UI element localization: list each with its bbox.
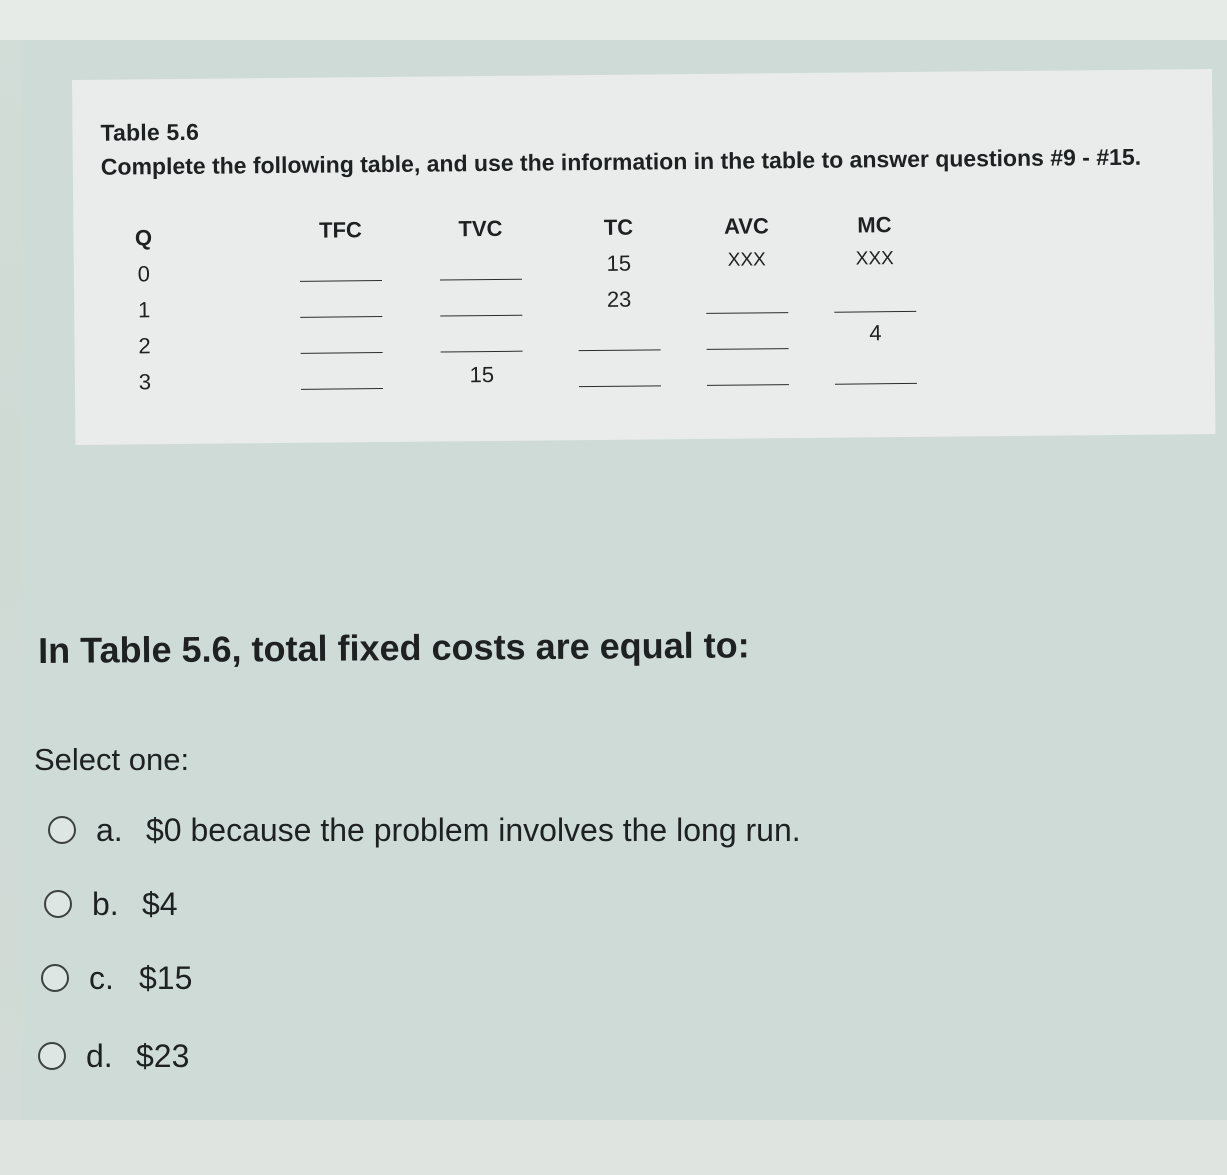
blank-cell: [579, 384, 661, 387]
table-cell-tc: 23: [606, 286, 632, 312]
blank-cell: [301, 351, 383, 354]
option-d[interactable]: [38, 1036, 189, 1076]
table-row-q: 3: [138, 369, 152, 395]
option-letter: a.: [96, 811, 123, 848]
table-cell-mc: XXX: [855, 248, 894, 270]
bottom-strip: [0, 1120, 1227, 1175]
table-image: [72, 69, 1215, 445]
table-row-q: 2: [138, 333, 151, 359]
option-text: $4: [142, 885, 178, 922]
option-a[interactable]: [48, 810, 801, 850]
question-text: In Table 5.6, total fixed costs are equal to:: [38, 624, 750, 671]
cost-table: [123, 212, 894, 409]
column-header-q: Q: [134, 225, 153, 251]
blank-cell: [300, 315, 382, 318]
radio-option-c[interactable]: [41, 964, 69, 992]
table-instructions: Complete the following table, and use the information in the table to answer questions #9 - #15.: [100, 143, 1142, 180]
table-title: Table 5.6: [100, 118, 200, 146]
radio-option-b[interactable]: [44, 890, 72, 918]
option-letter: d.: [86, 1037, 113, 1074]
option-text: $0 because the problem involves the long run.: [146, 811, 801, 848]
table-cell-mc: 4: [869, 320, 882, 346]
option-b[interactable]: [44, 884, 178, 924]
option-c[interactable]: [41, 958, 192, 998]
blank-cell: [441, 350, 523, 353]
blank-cell: [440, 314, 522, 317]
radio-option-d[interactable]: [38, 1042, 66, 1070]
column-header-mc: MC: [857, 212, 892, 238]
option-letter: b.: [92, 885, 119, 922]
radio-option-a[interactable]: [48, 816, 76, 844]
table-cell-avc: XXX: [727, 249, 766, 271]
option-text: $23: [136, 1037, 190, 1074]
top-strip: [0, 0, 1227, 40]
option-letter: c.: [89, 959, 114, 996]
column-header-avc: AVC: [723, 213, 769, 239]
blank-cell: [834, 310, 916, 313]
blank-cell: [707, 383, 789, 386]
blank-cell: [835, 382, 917, 385]
blank-cell: [706, 311, 788, 314]
table-cell-tvc: 15: [469, 361, 495, 388]
quiz-panel: [22, 40, 1227, 1120]
table-row-q: 0: [137, 261, 151, 287]
column-header-tfc: TFC: [318, 217, 362, 243]
blank-cell: [579, 348, 661, 351]
table-row-q: 1: [137, 297, 151, 323]
blank-cell: [301, 387, 383, 390]
blank-cell: [300, 279, 382, 282]
column-header-tc: TC: [603, 214, 634, 240]
blank-cell: [707, 347, 789, 350]
column-header-tvc: TVC: [458, 215, 503, 242]
table-cell-tc: 15: [606, 250, 632, 276]
blank-cell: [440, 278, 522, 281]
option-text: $15: [139, 959, 193, 996]
select-one-label: Select one:: [34, 742, 190, 777]
